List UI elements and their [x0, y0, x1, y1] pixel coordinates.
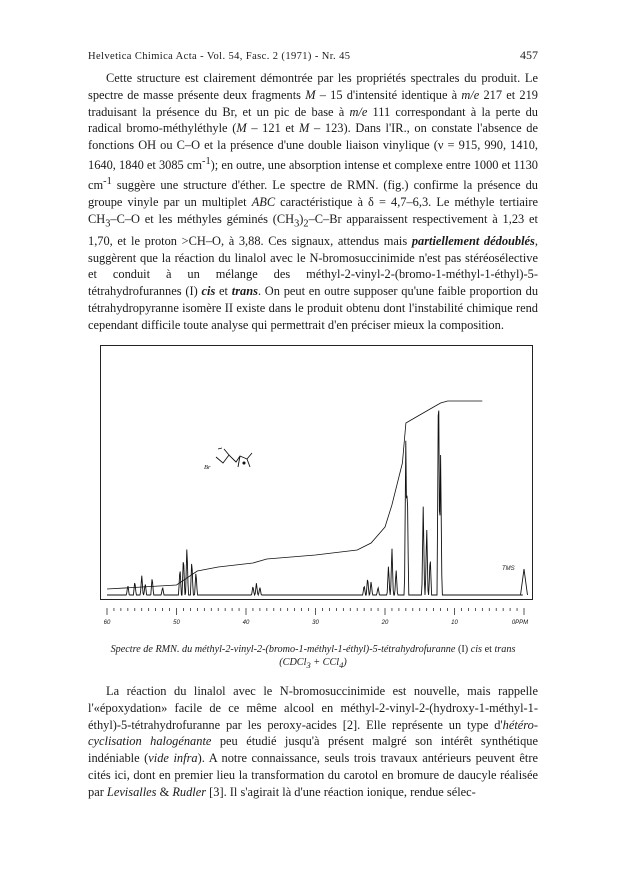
subscript: 4 [339, 660, 344, 671]
italic-symbol: M [305, 87, 316, 102]
italic-symbol: m/e [461, 87, 480, 102]
caption-text: Spectre de RMN. du méthyl-2-vinyl-2-(bromo-1-méthyl-1-éthyl)-5-tétrahydrofuranne [110, 644, 456, 655]
text-run: La réaction du linalol avec le N-bromosuccinimide est nouvelle, mais rappelle l'«époxydation» facile de ce même alcool en méthyl-2-vinyl-2-(hydroxy-1-méthyl-1-éthyl)-5-tétrahydrofuranne par les peroxy-acides [2]. Elle représente un type d' [88, 684, 538, 732]
emphasis: partiellement dédoublés [411, 233, 535, 248]
text-run: –C–O et les méthyles géminés (CH [110, 211, 295, 226]
emphasis: trans [231, 284, 258, 299]
structure-bonds [216, 453, 252, 463]
axis-tick-label: 0PPM [511, 620, 529, 626]
text-run: 217 et 219 traduisant la présence du Br, et un pic de base à [88, 87, 538, 119]
body-paragraph-2 [88, 683, 538, 801]
italic-symbol: m/e [349, 104, 368, 119]
caption-text: ) [343, 657, 347, 668]
structure-label: Br [204, 464, 211, 471]
axis-tick-label: 20 [381, 620, 389, 626]
spectrum-frame [101, 346, 533, 600]
italic-symbol: M [299, 121, 310, 136]
superscript: -1 [103, 175, 112, 187]
text-run: ); en outre, une absorption intense et complexe entre 1000 et 1130 cm [88, 158, 538, 193]
structure-oxygen [243, 462, 245, 464]
text-run: peu étudié jusqu'à présent malgré son intérêt synthétique indéniable ( [88, 734, 538, 766]
caption-text: cis [470, 644, 483, 655]
text-run: – 121 et [246, 121, 300, 136]
ppm-axis [104, 608, 529, 626]
text-run: & [156, 784, 173, 799]
author-name: Levisalles [106, 784, 157, 799]
caption-text: + CCl [310, 657, 340, 668]
text-run: Cette structure est clairement démontrée par les propriétés spectrales du produit. Le spectre de masse présente deux fragments [88, 71, 538, 102]
caption-text: et [482, 644, 495, 655]
emphasis: cis [201, 284, 216, 299]
subscript: 3 [306, 660, 311, 671]
emphasis: vide infra [148, 751, 198, 766]
tms-peak [521, 569, 528, 595]
text-run: et [215, 284, 232, 299]
caption-text: (I) [455, 644, 471, 655]
body-paragraph-1 [88, 70, 538, 334]
molecule-structure [216, 448, 252, 467]
italic-symbol: ABC [251, 194, 276, 209]
spectrum-trace [107, 401, 527, 595]
structure-vinyl [218, 448, 229, 455]
text-run: – 15 d'intensité identique à [315, 87, 462, 102]
subscript: 3 [294, 218, 300, 230]
text-run: . On peut en outre supposer qu'une faible proportion du tétrahydropyranne isomère II existe dans le produit obtenu dont l'instabilité chimique rend cependant difficile toute analyse qui permettrait d'en préciser mieux la composition. [88, 284, 539, 332]
text-run: 111 correspondant à la perte du radical bromo-méthyléthyle ( [88, 104, 538, 136]
spectrum-baseline [107, 411, 523, 595]
subscript: 3 [105, 218, 111, 230]
nmr-spectrum-figure [88, 345, 538, 637]
axis-tick-label: 60 [103, 620, 111, 626]
text-run: ) [299, 211, 304, 226]
text-run: caractéristique à δ = 4,7–6,3. Le méthyle tertiaire CH [88, 194, 538, 226]
page-number: 457 [520, 48, 538, 62]
text-run: suggère une structure d'éther. Le spectre de RMN. (fig.) confirme la présence du groupe vinyle par un multiplet [88, 178, 538, 209]
tms-label: TMS [502, 566, 515, 572]
author-name: Rudler [172, 784, 207, 799]
emphasis: hétéro-cyclisation halogénante [88, 717, 538, 749]
text-run: ). A notre connaissance, seuls trois travaux antérieurs peuvent être cités ici, dont en premier lieu la transformation du carotol en bromure de daucyle réalisée par [88, 751, 538, 799]
caption-text: (CDCl [279, 657, 307, 668]
caption-text: trans [494, 644, 516, 655]
text-run: , suggèrent que la réaction du linalol avec le N-bromosuccinimide n'est pas stéréosélective et conduit à un mélange des méthyl-2-vinyl-2-(bromo-1-méthyl-1-éthyl)-5-tétrahydrofurannes (I) [88, 233, 538, 299]
axis-tick-label: 50 [173, 620, 180, 626]
italic-symbol: M [236, 121, 247, 136]
nmr-spectrum [88, 345, 538, 637]
text-run: –C–Br apparaissent respectivement à 1,23 et 1,70, et le proton >CH–O, à 3,88. Ces signaux, attendus mais [88, 211, 538, 248]
figure-caption [88, 643, 538, 672]
superscript: -1 [202, 155, 211, 167]
journal-reference: Helvetica Chimica Acta - Vol. 54, Fasc. 2 (1971) - Nr. 45 [88, 51, 351, 62]
text-run: [3]. Il s'agirait là d'une réaction ionique, rendue sélec- [206, 784, 476, 799]
running-header [88, 48, 538, 63]
subscript: 2 [303, 218, 309, 230]
axis-tick-label: 30 [312, 620, 319, 626]
axis-tick-label: 10 [451, 620, 458, 626]
text-run: – 123). Dans l'IR., on constate l'absence de fonctions OH ou C–O et la présence d'une double liaison vinylique (ν = 915, 990, 1410, 1640, 1840 et 3085 cm [88, 121, 538, 173]
axis-tick-label: 40 [242, 620, 250, 626]
